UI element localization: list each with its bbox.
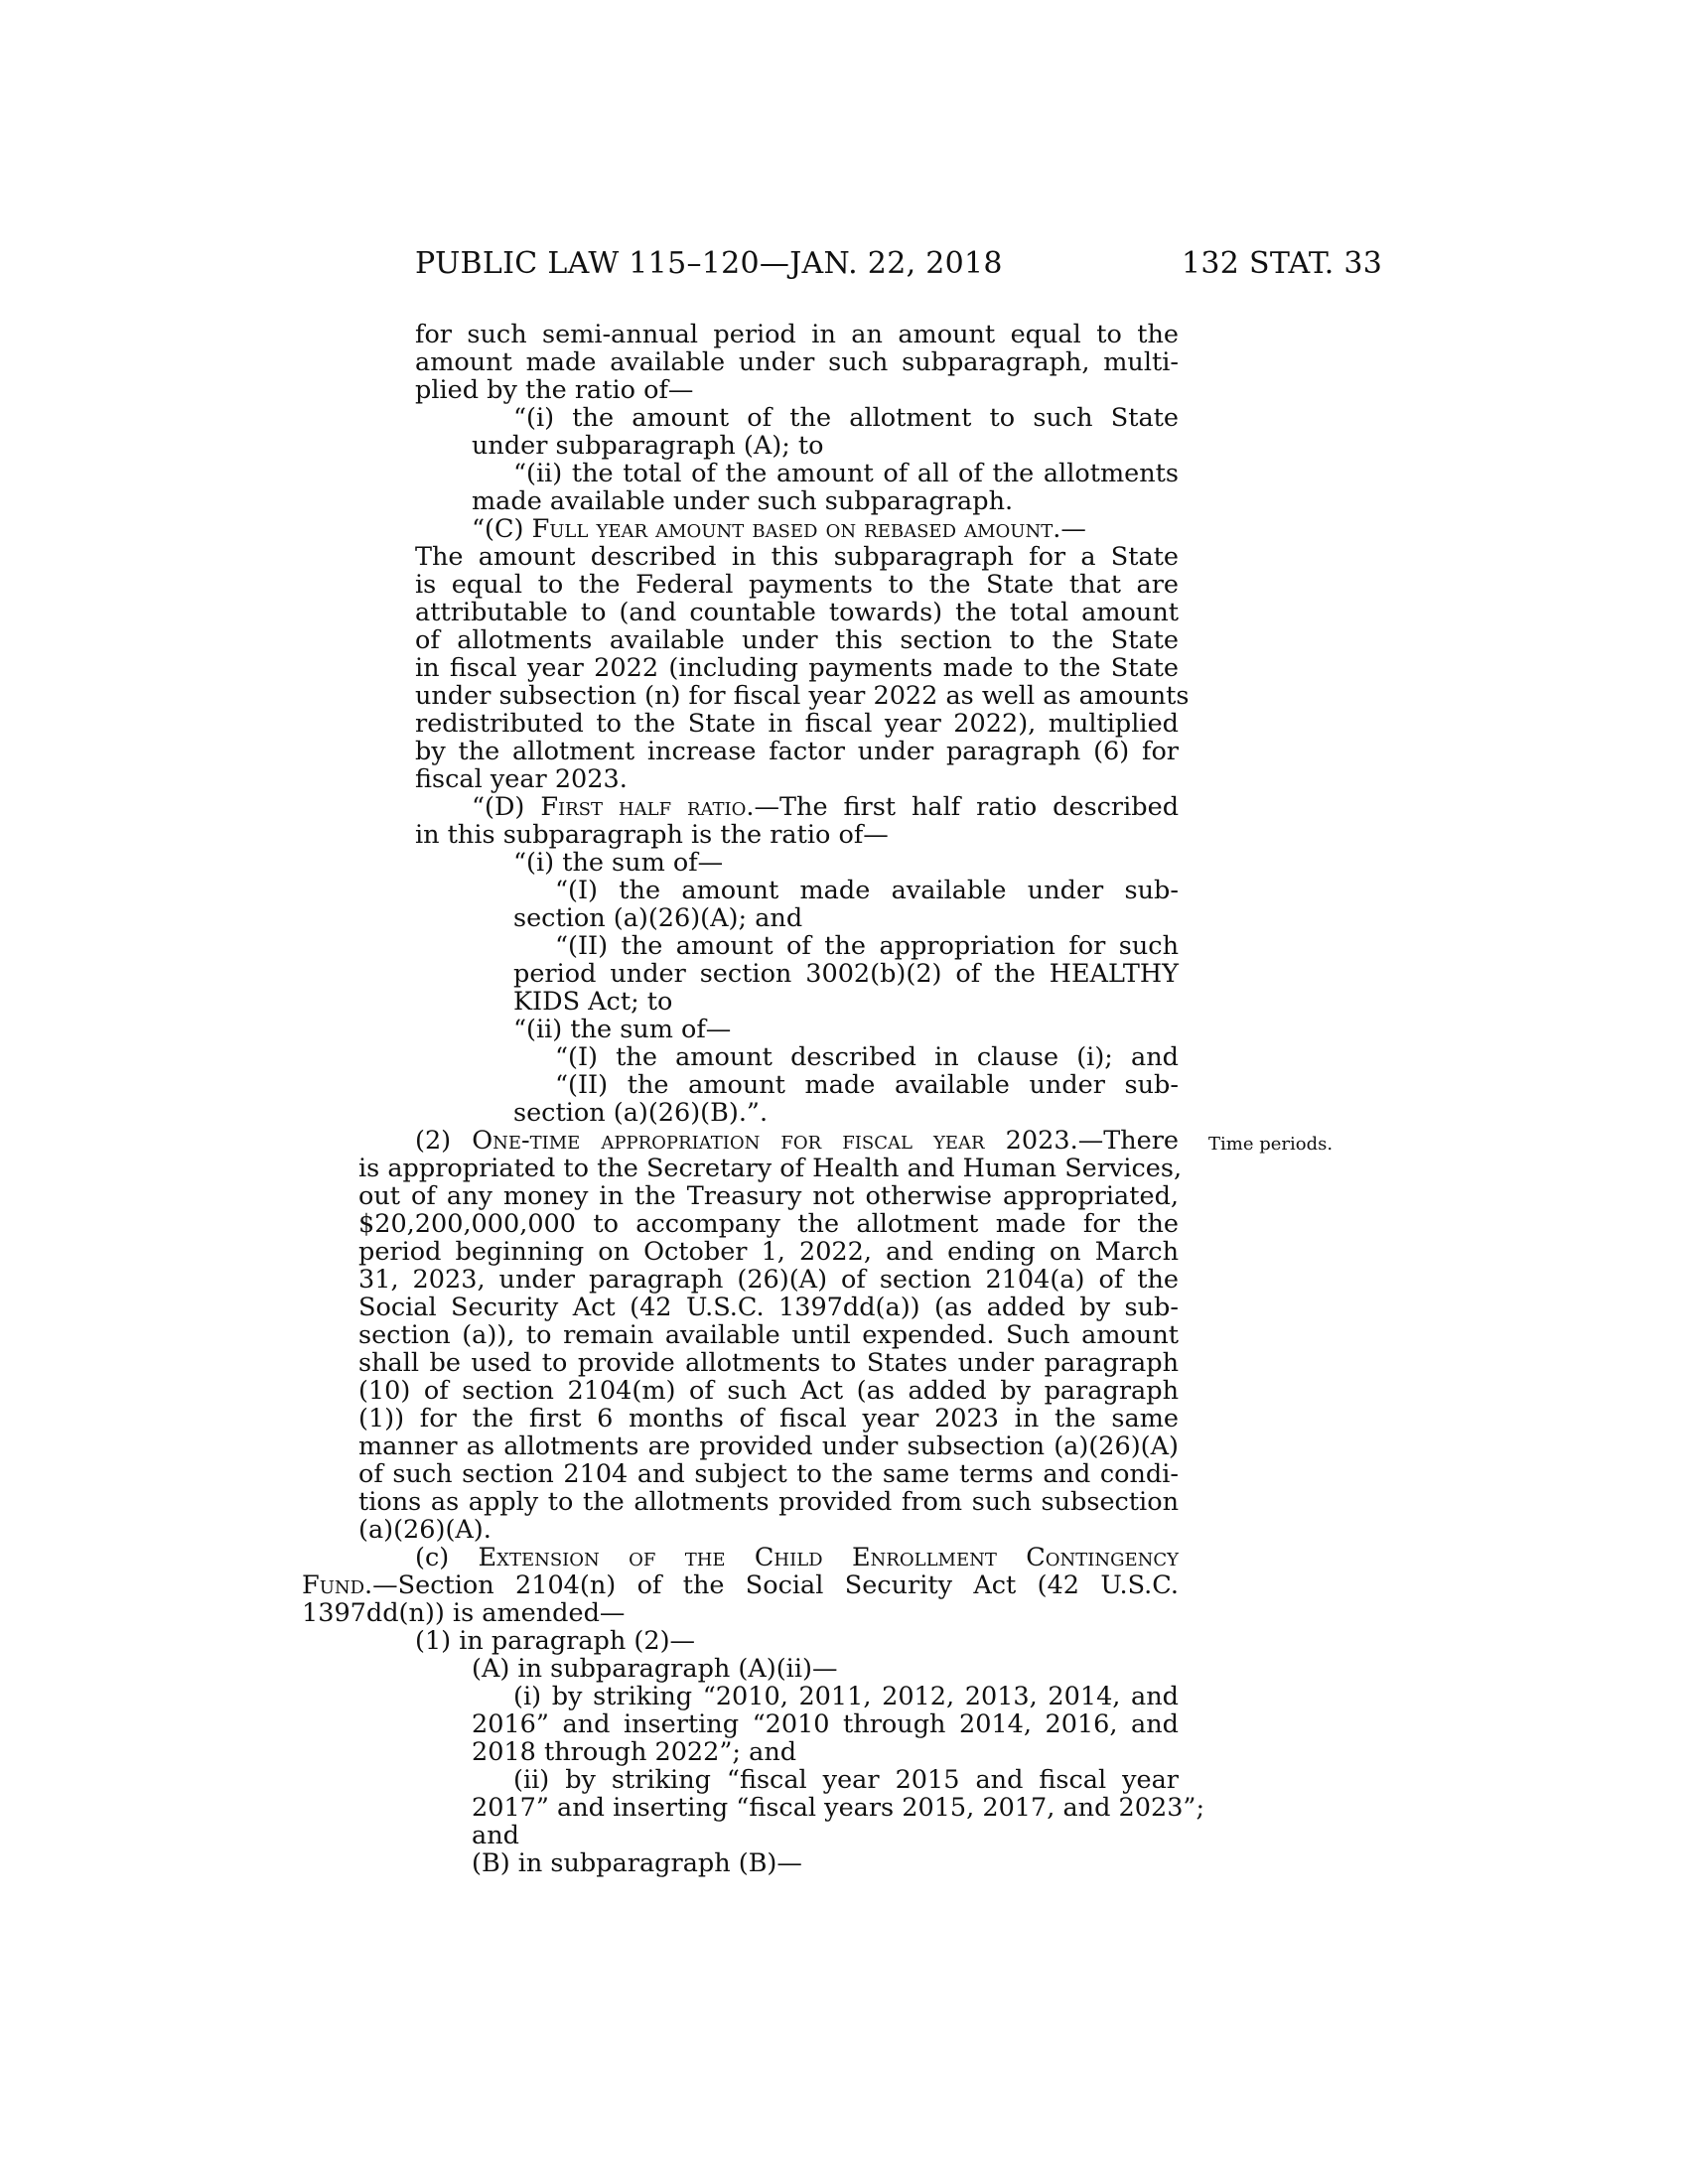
text-line: is appropriated to the Secretary of Health and Human Services, (358, 1154, 1183, 1183)
text-line: (a)(26)(A). (358, 1515, 492, 1545)
text-line: $20,200,000,000 to accompany the allotment made for the (358, 1209, 1179, 1239)
text-line: “(II) the amount of the appropriation for such (555, 931, 1179, 961)
text-line: of allotments available under this section to the State (415, 625, 1179, 655)
text-line: in this subparagraph is the ratio of— (415, 820, 889, 850)
text-line: 1397dd(n)) is amended— (302, 1598, 626, 1628)
text-line: (1)) for the first 6 months of fiscal year 2023 in the same (358, 1404, 1179, 1433)
text-line: under subparagraph (A); to (472, 431, 824, 461)
text-line (302, 1571, 1179, 1599)
text-line: (ii) by striking “fiscal year 2015 and fiscal year (513, 1765, 1179, 1795)
subparagraph-heading-c (472, 515, 1086, 543)
text-line: period beginning on October 1, 2022, and ending on March (358, 1237, 1179, 1267)
text-line: Social Security Act (42 U.S.C. 1397dd(a)) (as added by sub- (358, 1293, 1179, 1322)
text-line: by the allotment increase factor under paragraph (6) for (415, 737, 1179, 766)
heading-continuation: —The first half ratio described (754, 792, 1180, 822)
text-line: (10) of section 2104(m) of such Act (as added by paragraph (358, 1376, 1179, 1406)
text-line: (1) in paragraph (2)— (415, 1626, 696, 1656)
text-line: amount made available under such subparagraph, multi- (415, 347, 1179, 377)
heading-text: Extension of the Child Enrollment Contingency (478, 1543, 1179, 1572)
text-line: is equal to the Federal payments to the State that are (415, 570, 1179, 600)
text-line: “(i) the sum of— (513, 848, 724, 878)
text-line: “(II) the amount made available under sub- (555, 1070, 1179, 1100)
text-line: section (a)(26)(A); and (513, 903, 803, 933)
text-line: for such semi-annual period in an amount equal to the (415, 320, 1179, 349)
heading-continuation: —Section 2104(n) of the Social Security Act (42 U.S.C. (372, 1570, 1179, 1600)
text-line: and (472, 1821, 519, 1850)
text-line: under subsection (n) for fiscal year 2022 as well as amounts (415, 681, 1190, 711)
text-line: KIDS Act; to (513, 987, 673, 1017)
text-line: 2018 through 2022”; and (472, 1737, 797, 1767)
heading-text: Fund. (302, 1570, 373, 1600)
text-line: “(i) the amount of the allotment to such State (513, 403, 1179, 433)
heading-continuation: —There (1077, 1126, 1179, 1156)
text-line: fiscal year 2023. (415, 764, 628, 794)
enumerator: (2) (415, 1126, 473, 1156)
enumerator: “(C) (472, 514, 532, 544)
text-line: shall be used to provide allotments to States under paragraph (358, 1348, 1179, 1378)
text-line: “(I) the amount made available under sub- (555, 876, 1179, 905)
margin-note: Time periods. (1208, 1134, 1334, 1155)
text-line: manner as allotments are provided under subsection (a)(26)(A) (358, 1432, 1179, 1461)
page-number: 132 STAT. 33 (1182, 246, 1383, 281)
paragraph-heading-2 (415, 1127, 1179, 1155)
enumerator: (c) (415, 1543, 479, 1572)
text-line: (B) in subparagraph (B)— (472, 1848, 802, 1878)
text-line: tions as apply to the allotments provided from such subsection (358, 1487, 1179, 1517)
text-line: (A) in subparagraph (A)(ii)— (472, 1654, 838, 1684)
text-line: plied by the ratio of— (415, 375, 694, 405)
text-line: section (a)), to remain available until expended. Such amount (358, 1320, 1179, 1350)
heading-text: First half ratio. (540, 792, 755, 822)
text-line: The amount described in this subparagraph for a State (415, 542, 1179, 572)
running-header-title: PUBLIC LAW 115–120—JAN. 22, 2018 (415, 246, 1003, 281)
text-line: “(ii) the total of the amount of all of the allotments (513, 459, 1179, 488)
text-line: “(I) the amount described in clause (i); and (555, 1042, 1179, 1072)
text-line: section (a)(26)(B).”. (513, 1098, 769, 1128)
text-line: in fiscal year 2022 (including payments made to the State (415, 653, 1179, 683)
text-line: made available under such subparagraph. (472, 486, 1014, 516)
heading-text: One-time appropriation for fiscal year 2023. (472, 1126, 1078, 1156)
text-line: period under section 3002(b)(2) of the HEALTHY (513, 959, 1179, 989)
text-line: 2016” and inserting “2010 through 2014, 2016, and (472, 1709, 1179, 1739)
text-line: “(ii) the sum of— (513, 1015, 732, 1044)
enumerator: “(D) (472, 792, 541, 822)
text-line: attributable to (and countable towards) the total amount (415, 598, 1179, 627)
text-line: of such section 2104 and subject to the same terms and condi- (358, 1459, 1179, 1489)
text-line: out of any money in the Treasury not otherwise appropriated, (358, 1181, 1179, 1211)
subparagraph-heading-d (472, 793, 1179, 821)
text-line: 31, 2023, under paragraph (26)(A) of section 2104(a) of the (358, 1265, 1179, 1295)
subsection-heading-c (415, 1544, 1179, 1571)
text-line: redistributed to the State in fiscal year 2022), multiplied (415, 709, 1179, 739)
text-line: (i) by striking “2010, 2011, 2012, 2013, 2014, and (513, 1682, 1179, 1711)
text-line: 2017” and inserting “fiscal years 2015, 2017, and 2023”; (472, 1793, 1205, 1823)
heading-text: Full year amount based on rebased amount.— (531, 514, 1086, 544)
